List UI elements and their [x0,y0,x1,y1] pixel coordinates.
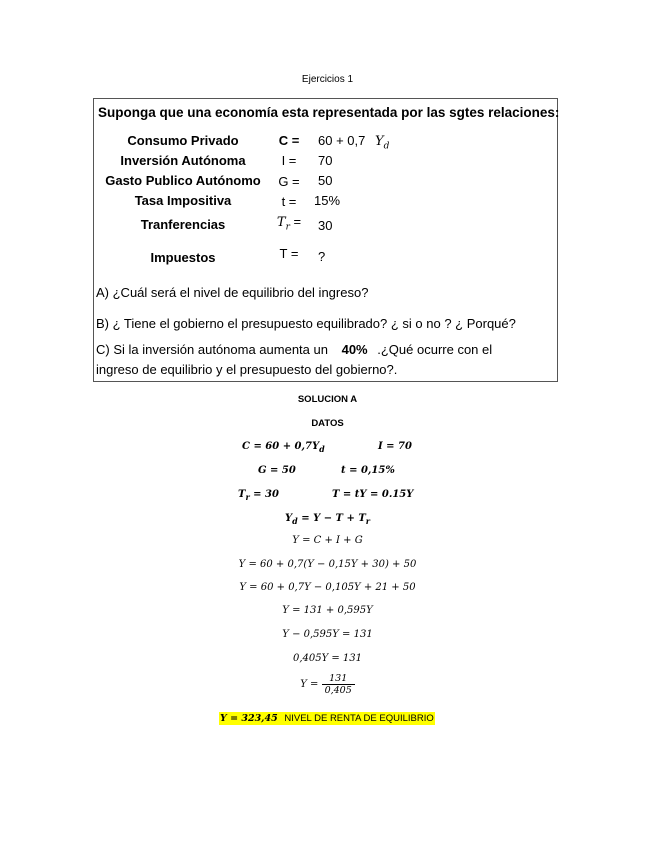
solution-heading: SOLUCION A [297,394,358,405]
eq-fraction-lhs: Y = [300,679,319,690]
data-transfer-rest: = 30 [249,489,279,500]
symbol-tr-main: T [276,215,286,230]
eq-yd-sub: d [292,516,298,526]
exercise-heading: Suponga que una economía esta representada por las sgtes relaciones: [98,105,560,120]
value-consumo-sub: d [383,141,390,152]
label-gasto-publico: Gasto Publico Autónomo [105,173,261,188]
question-a: A) ¿Cuál será el nivel de equilibrio del ingreso? [96,285,369,300]
symbol-c: C = [278,133,300,148]
equilibrium-result [219,712,435,725]
result-label: NIVEL DE RENTA DE EQUILIBRIO [284,713,434,724]
data-tasa-eq: t = 0,15% [341,465,395,476]
data-heading: DATOS [311,418,344,429]
eq-yd-sub2: r [365,516,370,526]
eq-substitution: Y = 60 + 0,7(Y − 0,15Y + 30) + 50 [238,559,417,570]
fraction [322,673,355,696]
eq-simplified: Y = 131 + 0,595Y [282,605,373,616]
data-transfer-main: T [238,489,246,500]
symbol-t: t = [281,194,297,209]
eq-expansion: Y = 60 + 0,7Y − 0,105Y + 21 + 50 [239,582,416,593]
symbol-tr-sub: r [285,222,290,233]
data-transfer-eq [238,489,279,502]
label-transferencias: Tranferencias [140,217,226,232]
question-c-post: .¿Qué ocurre con el [377,342,493,357]
symbol-i: I = [281,153,297,168]
eq-disposable-income [0,513,655,526]
label-consumo-privado: Consumo Privado [127,133,239,148]
eq-aggregate-demand: Y = C + I + G [292,535,363,546]
eq-coefficient: 0,405Y = 131 [292,653,363,664]
data-consumo-text: C = 60 + 0,7Y [242,441,320,452]
eq-fraction [0,673,655,696]
result-equation: Y = 323,45 [220,713,278,724]
label-impuestos: Impuestos [150,250,216,265]
symbol-tr [276,214,302,233]
question-c-line2: ingreso de equilibrio y el presupuesto del gobierno?. [96,362,398,377]
data-transfer-sub: r [245,492,250,502]
symbol-g: G = [278,174,300,189]
value-consumo [318,133,389,152]
symbol-tr-eq: = [289,214,302,229]
question-c-percent: 40% [341,342,368,357]
label-inversion-autonoma: Inversión Autónoma [120,153,246,168]
question-b: B) ¿ Tiene el gobierno el presupuesto equilibrado? ¿ si o no ? ¿ Porqué? [96,316,516,331]
eq-grouped: Y − 0,595Y = 131 [282,629,373,640]
document-title: Ejercicios 1 [301,74,354,85]
fraction-denominator: 0,405 [324,685,352,696]
value-gasto: 50 [318,173,333,188]
fraction-numerator: 131 [322,673,355,685]
value-impuestos: ? [318,249,326,264]
data-consumo-sub: d [319,444,325,454]
question-c-pre: C) Si la inversión autónoma aumenta un [96,342,328,357]
value-consumo-var: Y [374,134,384,149]
value-consumo-text: 60 + 0,7 [318,133,366,148]
question-c-line1 [96,342,492,357]
value-transferencias: 30 [318,218,333,233]
symbol-impuestos: T = [279,246,299,261]
value-tasa: 15% [314,193,341,208]
eq-yd-mid: = Y − T + T [297,513,366,524]
exercise-box [93,98,558,382]
value-inversion: 70 [318,153,333,168]
label-tasa-impositiva: Tasa Impositiva [134,193,232,208]
eq-yd-main: Y [285,513,293,524]
data-inversion-eq: I = 70 [378,441,412,452]
data-consumo-eq [242,441,325,454]
data-impuestos-eq: T = tY = 0.15Y [332,489,414,500]
data-gasto-eq: G = 50 [258,465,296,476]
